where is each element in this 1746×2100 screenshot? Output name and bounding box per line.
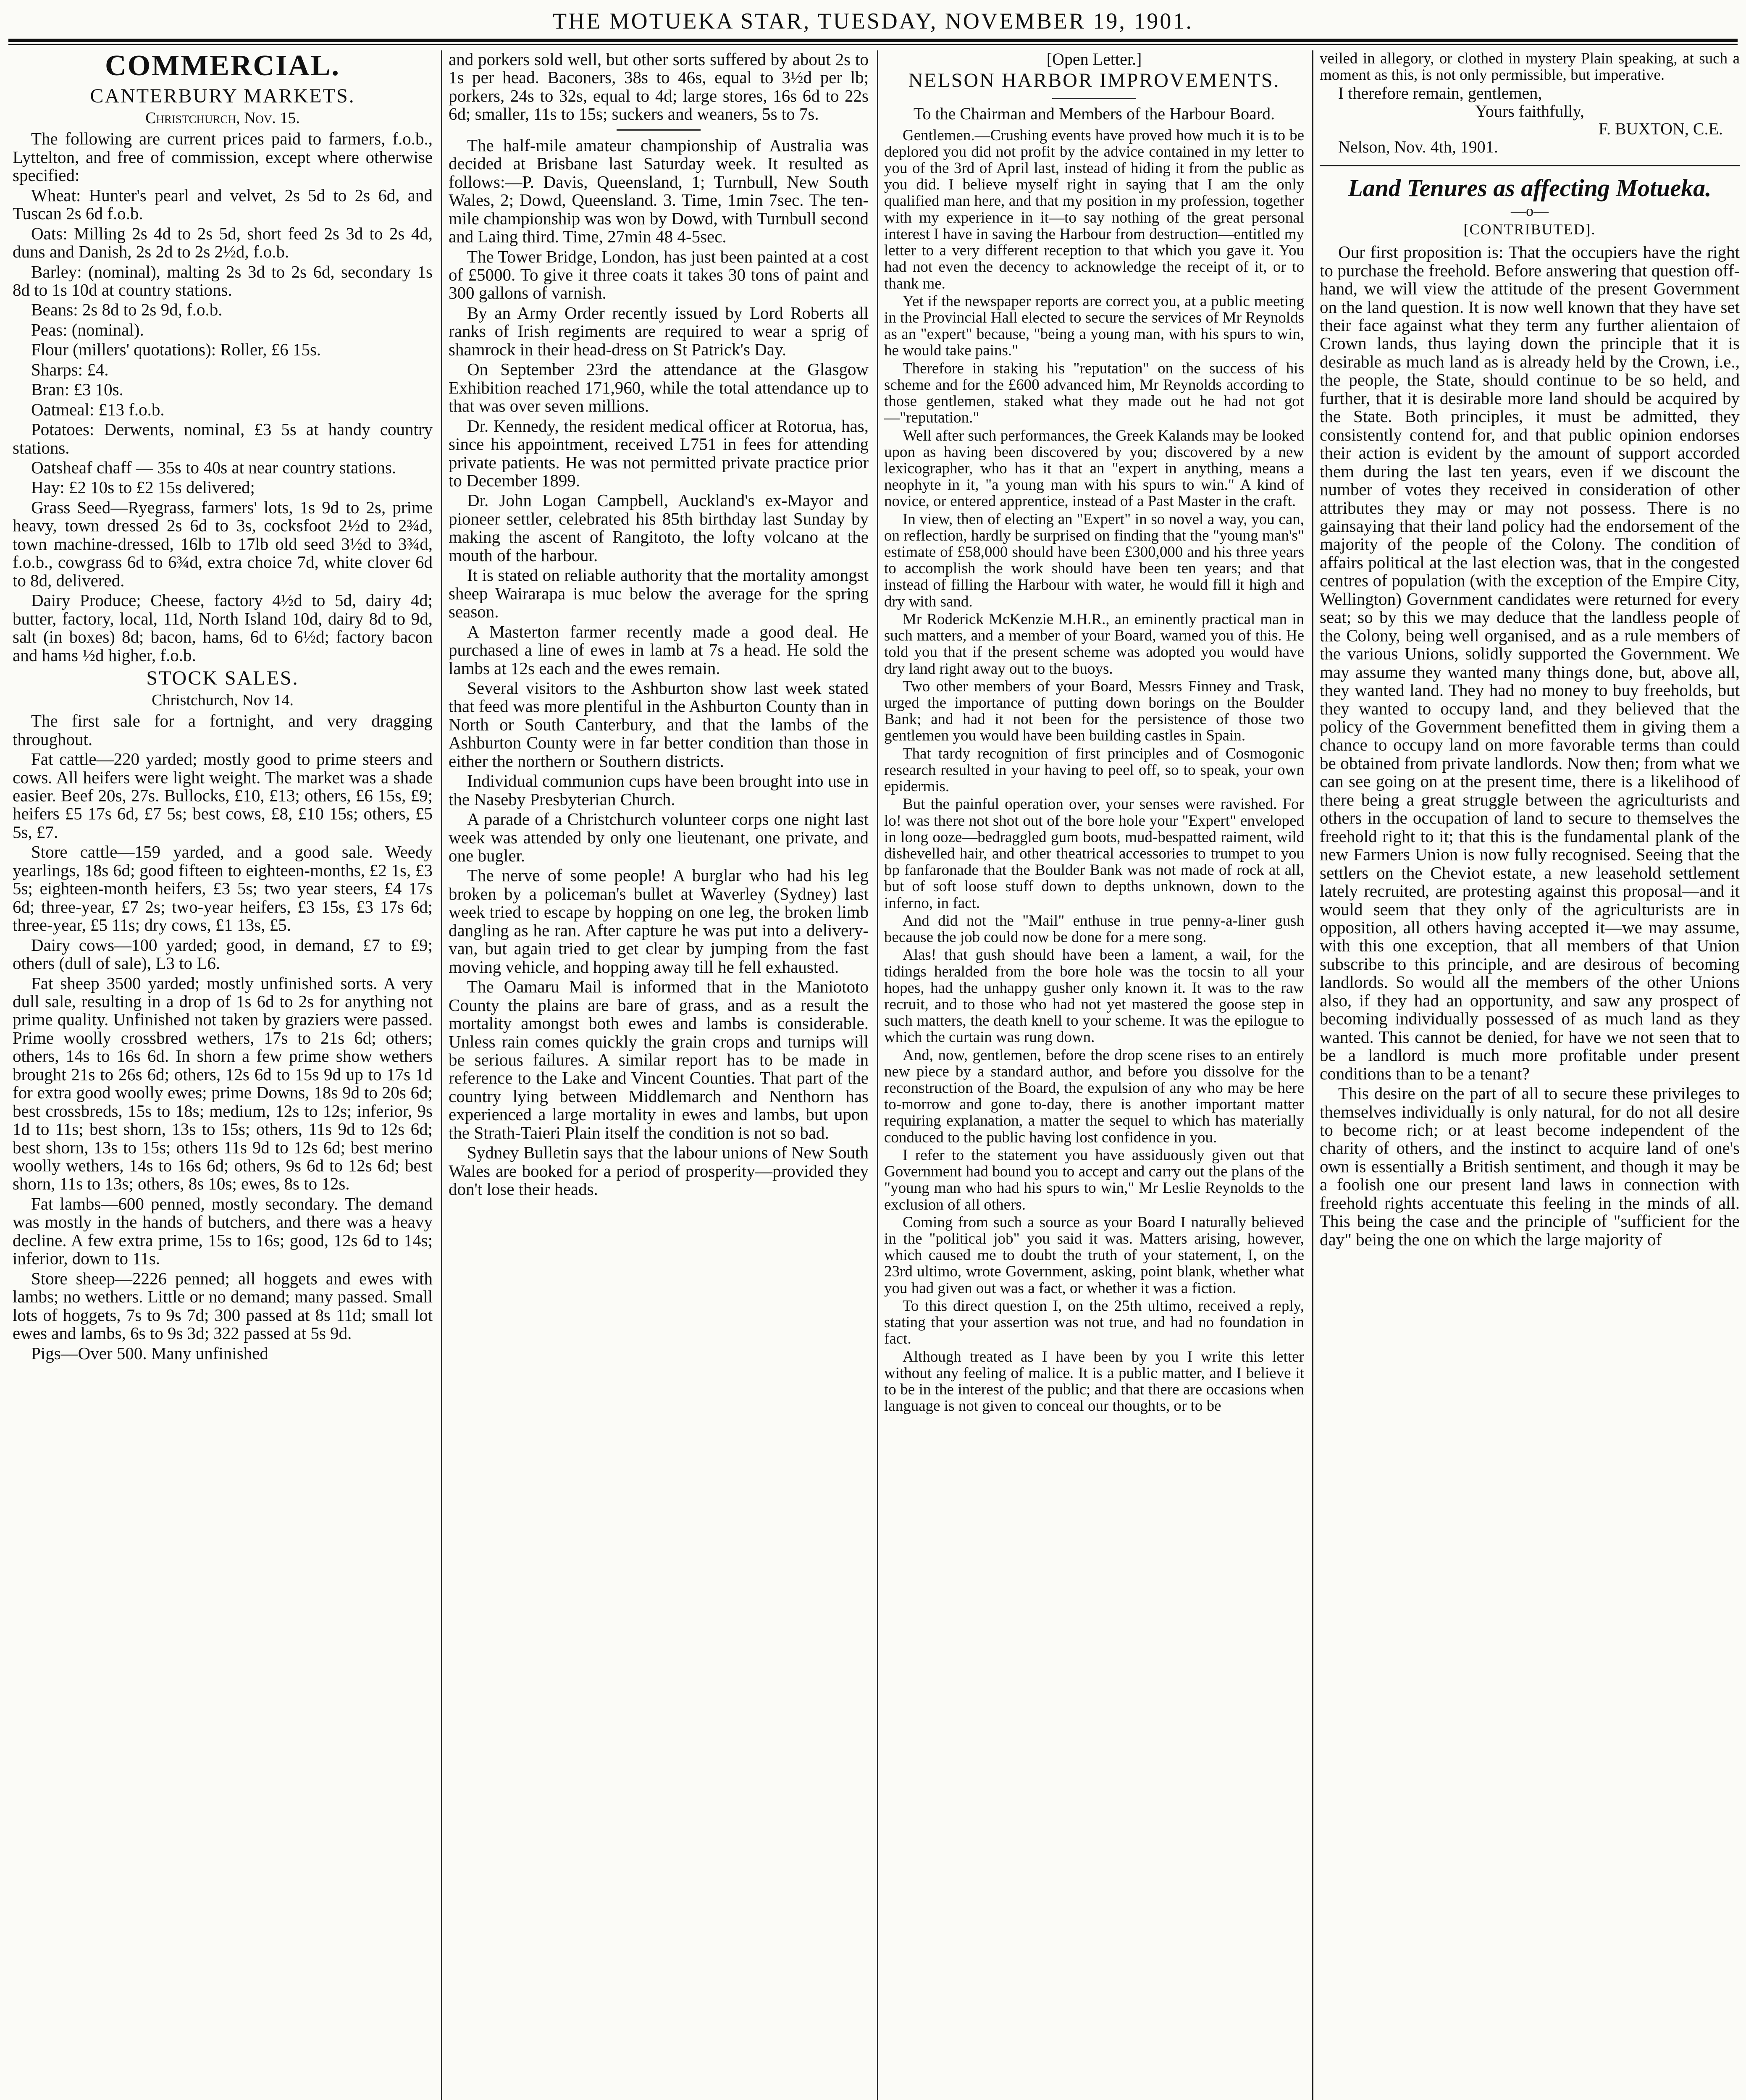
paragraph: Therefore in staking his "reputation" on the success of his scheme and for the £600 advanced him, Mr Reynolds according to those gentlemen, staked what they made out he had not got—"reputation." — [884, 360, 1304, 427]
paragraph: Dairy Produce; Cheese, factory 4½d to 5d, dairy 4d; butter, factory, local, 11d, North Island 10d, dairy 8d to 9d, salt (in boxes) 8d; bacon, hams, 6d to 6½d; factory bacon and hams ½d higher, f.o.b. — [13, 591, 433, 665]
paragraph: Grass Seed—Ryegrass, farmers' lots, 1s 9d to 2s, prime heavy, town dressed 2s 6d to 3s, cocksfoot 2½d to 2¾d, town machine-dressed, 16lb to 17lb old seed 3½d to 3¾d, f.o.b., cowgrass 6d to 6¾d, extra choice 7d, white clover 6d to 8d, delivered. — [13, 497, 433, 590]
paragraph: Store cattle—159 yarded, and a good sale. Weedy yearlings, 18s 6d; good fifteen to eighteen-months, £2 1s, £3 5s; eighteen-month heifers, £3 5s; two year steers, £4 17s 6d; three-year, £7 2s; two-year heifers, £3 15s, £3 17s 6d; three-year, £5 11s; dry cows, £1 13s, £5. — [13, 842, 433, 935]
addressee: To the Chairman and Members of the Harbour Board. — [913, 104, 1275, 123]
paragraph: But the painful operation over, your senses were ravished. For lo! was there not shot out of the bore hole your "Expert" enveloped in long ooze—bedraggled gum boots, mud-bespatted raiment, wild dishevelled hair, and other theatrical accessories to trumpet to you bp fanfaronade that the Boulder Bank was not made of rock at all, but of soft loose stuff down to depths unknown, down to the inferno, in fact. — [884, 795, 1304, 912]
paragraph: Fat sheep 3500 yarded; mostly unfinished sorts. A very dull sale, resulting in a drop of 1s 6d to 2s for anything not prime quality. Unfinished not taken by graziers were passed. Prime woolly crossbred wethers, 17s to 21s 6d; others; others, 14s to 16s 6d. In shorn a few prime show wethers brought 21s to 26s 6d; others, 12s 6d to 15s 9d up to 17s 1d for extra good woolly ewes; prime Downs, 18s 9d to 20s 6d; best crossbreds, 15s to 18s; medium, 12s to 12s; inferior, 9s 1d to 11s; best shorn, 13s to 15s; others, 11s 9d to 12s 6d; best shorn, 13s to 15s; others 11s 9d to 12s 6d; best merino woolly wethers, 14s to 16s 6d; others, 9s 6d to 12s 6d; best shorn, 11s to 13s; others, 8s 10s; ewes, 8s to 12s. — [13, 973, 433, 1194]
paragraph: Gentlemen.—Crushing events have proved how much it is to be deplored you did not profit by the advice contained in my letter to you of the 3rd of April last, instead of hiding it from the public as you did. I believe myself right in saying that I am the only qualified man here, and that my position in my profession, together with my experience in it—to say nothing of the great personal interest I have in saving the Harbour from destruction—entitled my letter to a very different reception to that which you gave it. You had not even the decency to acknowledge the receipt of it, or to thank me. — [884, 126, 1304, 292]
paragraph: Mr Roderick McKenzie M.H.R., an eminently practical man in such matters, and a member of your Board, warned you of this. He told you that if the present scheme was adopted you would have dry land right away out to the buoys. — [884, 610, 1304, 677]
column-1 — [13, 50, 433, 2100]
paragraph: On September 23rd the attendance at the Glasgow Exhibition reached 171,960, while the total attendance up to that was over seven millions. — [449, 360, 869, 416]
markets-title: CANTERBURY MARKETS. — [90, 85, 355, 108]
paragraph: Hay: £2 10s to £2 15s delivered; — [31, 478, 255, 497]
paragraph: Dr. Kennedy, the resident medical officer at Rotorua, has, since his appointment, received L751 in fees for attending private patients. He was not permitted private practice prior to December 1899. — [449, 416, 869, 490]
column-4 — [1320, 50, 1740, 2100]
paragraph: Two other members of your Board, Messrs Finney and Trask, urged the importance of putting down borings on the Boulder Bank; and had it not been for the persistence of those two gentlemen you would have been building castles in Spain. — [884, 677, 1304, 745]
masthead-rule-thin — [8, 44, 1738, 45]
paragraph: Pigs—Over 500. Many unfinished — [31, 1343, 268, 1363]
headline: Land Tenures as affecting Motueka. — [1348, 174, 1712, 202]
markets-body — [13, 130, 433, 664]
ornament: —o— — [1511, 202, 1549, 219]
stock-dateline: Christchurch, Nov 14. — [152, 691, 294, 709]
paragraph: The Oamaru Mail is informed that in the Maniototo County the plains are bare of grass, and as a result the mortality amongst both ewes and lambs is considerable. Unless rain comes quickly the grain crops and turnips will be serious failures. A similar report has to be made in reference to the Lake and Vincent Counties. That part of the country lying between Middlemarch and Nenthorn has experienced a large mortality in ewes and lambs, but upon the Strath-Taieri Plain itself the condition is not so bad. — [449, 977, 869, 1142]
masthead-rule — [8, 39, 1738, 42]
paragraph: To this direct question I, on the 25th ultimo, received a reply, stating that your assertion was not true, and had no foundation in fact. — [884, 1297, 1304, 1348]
section-title: COMMERCIAL. — [105, 50, 340, 82]
paragraph: and porkers sold well, but other sorts suffered by about 2s to 1s per head. Baconers, 38s to 46s, equal to 3½d per lb; porkers, 24s to 32s, equal to 4d; large stores, 16s 6d to 22s 6d; smaller, 11s to 15s; suckers and weaners, 5s to 7s. — [449, 50, 869, 124]
yours-faithfully: Yours faithfully, — [1475, 101, 1585, 121]
paragraph: veiled in allegory, or clothed in mystery Plain speaking, at such a moment as this, is not only permissible, but imperative. — [1320, 50, 1740, 84]
markets-dateline: Christchurch, Nov. 15. — [145, 109, 300, 127]
open-letter-label: [Open Letter.] — [1046, 50, 1142, 68]
paragraph: The Tower Bridge, London, has just been painted at a cost of £5000. To give it three coats it takes 30 tons of paint and 300 gallons of varnish. — [449, 247, 869, 303]
headline: NELSON HARBOR IMPROVEMENTS. — [908, 69, 1280, 92]
paragraph: Dairy cows—100 yarded; good, in demand, £7 to £9; others (dull of sale), L3 to L6. — [13, 935, 433, 973]
paragraph: The half-mile amateur championship of Australia was decided at Brisbane last Saturday week. It resulted as follows:—P. Davis, Queensland, 1; Turnbull, New South Wales, 2; Dowd, Queensland. 3. Time, 1min 7sec. The ten-mile championship was won by Dowd, with Turnbull second and Laing third. Time, 27min 48 4-5sec. — [449, 135, 869, 247]
signature: F. BUXTON, C.E. — [1598, 119, 1723, 139]
paragraph: Well after such performances, the Greek Kalands may be looked upon as having been discovered by you; discovered by a new lexicographer, who has it that an "expert in anything, means a neophyte in it, "a young man with his spurs to win." A kind of novice, or entered apprentice, instead of a Past Master in the craft. — [884, 427, 1304, 510]
paragraph: That tardy recognition of first principles and of Cosmogonic research resulted in your having to peel off, so to speak, your own epidermis. — [884, 745, 1304, 795]
paragraph: Yet if the newspaper reports are correct you, at a public meeting in the Provincial Hall elected to secure the services of Mr Reynolds as an "expert" because, "being a young man, with his spurs to win, he would take pains." — [884, 292, 1304, 360]
paragraph: Wheat: Hunter's pearl and velvet, 2s 5d to 2s 6d, and Tuscan 2s 6d f.o.b. — [13, 185, 433, 223]
paragraph: Oatsheaf chaff — 35s to 40s at near country stations. — [31, 458, 396, 478]
paragraph: A parade of a Christchurch volunteer corps one night last week was attended by only one lieutenant, one private, and one bugler. — [449, 809, 869, 866]
paragraph: Individual communion cups have been brought into use in the Naseby Presbyterian Church. — [449, 771, 869, 809]
paragraph: Oatmeal: £13 f.o.b. — [31, 399, 165, 419]
paragraph: Sydney Bulletin says that the labour unions of New South Wales are booked for a period of prosperity—provided they don't lose their heads. — [449, 1143, 869, 1199]
paragraph: Potatoes: Derwents, nominal, £3 5s at handy country stations. — [13, 420, 433, 457]
stock-title: STOCK SALES. — [146, 667, 299, 690]
paragraph: Barley: (nominal), malting 2s 3d to 2s 6d, secondary 1s 8d to 1s 10d at country stations. — [13, 262, 433, 299]
paragraph: Fat lambs—600 penned, mostly secondary. The demand was mostly in the hands of butchers, and there was a heavy decline. A few extra prime, 15s to 16s; good, 12s 6d to 14s; inferior, down to 11s. — [13, 1194, 433, 1268]
news-briefs — [449, 136, 869, 1199]
paragraph: Our first proposition is: That the occupiers have the right to purchase the freehold. Before answering that question off-hand, we will view the attitude of the present Government on the land question. It is now well known that they have set their face against what they term any further alientaion of Crown lands, thus laying down the principle that it is desirable as much land as is already held by the Crown, i.e., the people, the State, should continue to be so held, and further, that it is desirable more land should be acquired by the State. Both principles, it must be admitted, they consistently contend for, and that public opinion endorses their action is evident by the amount of support accorded them during the last ten years, even if we discount the number of votes they received in consideration of other attributes they may or may not possess. There is no gainsaying that their land policy had the endorsement of the majority of the people of the Colony. The condition of affairs political at the last election was, that in the congested centres of population (with the exception of the Empire City, Wellington) Government candidates were returned for every seat; so by this we may deduce that the landless people of the Colony, being well organised, and as a rule members of the various Unions, solidly supported the Government. We may assume they wanted many things done, but, above all, they wanted land. They had no money to buy freeholds, but they wanted to occupy land, and they believed that the policy of the Government benefitted them in giving them a chance to occupy land on more favorable terms than could be obtained from private landlords. Now then; from what we can see going on at the present time, there is a likelihood of there being a great struggle between the agriculturists and others in the occupation of land to secure to themselves the freehold right to it; that this is the fundamental plank of the new Farmers Union is now fully recognised. Seeing that the settlers on the Cheviot estate, a new leasehold settlement lately recruited, are protesting against this proposal—and it would seem that they only of the agriculturists are in opposition, all others having accepted it—we may assume, with this one exception, that all members of that Union subscribe to this principle, and are desirous of becoming landlords. So would all the members of the other Unions also, if they had an opportunity, and saw any prospect of becoming individually possessed of as much land as they wanted. This cannot be denied, for have we not seen that to be a landlord is much more profitable under present conditions than to be a tenant? — [1320, 242, 1740, 1083]
divider — [1052, 98, 1136, 99]
paragraph: A Masterton farmer recently made a good deal. He purchased a line of ewes in lamb at 7s a head. He sold the lambs at 12s each and the ewes remain. — [449, 622, 869, 678]
paragraph: And, now, gentlemen, before the drop scene rises to an entirely new piece by a standard author, and before you dissolve for the reconstruction of the Board, the expulsion of any who may be here to-morrow and gone to-day, there is another important matter requiring explanation, a matter the sequel to which has materially conduced to the public having lost confidence in you. — [884, 1046, 1304, 1146]
paragraph: I refer to the statement you have assiduously given out that Government had bound you to accept and carry out the plans of the "young man who had his spurs to win," Mr Leslie Reynolds to the exclusion of all others. — [884, 1146, 1304, 1213]
divider — [617, 129, 701, 131]
column-2 — [449, 50, 869, 2100]
paragraph: Dr. John Logan Campbell, Auckland's ex-Mayor and pioneer settler, celebrated his 85th birthday last Sunday by making the ascent of Rangitoto, the lofty volcano at the mouth of the harbour. — [449, 491, 869, 565]
paragraph: Coming from such a source as your Board I naturally believed in the "political job" you said it was. Matters arising, however, which caused me to doubt the truth of your statement, I, on the 23rd ultimo, wrote Government, asking, point blank, whether what you had given out was a fact, or whether it was a fiction. — [884, 1213, 1304, 1297]
contributed-label: [CONTRIBUTED]. — [1463, 221, 1596, 238]
paragraph: Sharps: £4. — [31, 360, 109, 379]
paragraph: By an Army Order recently issued by Lord Roberts all ranks of Irish regiments are required to wear a sprig of shamrock in their head-dress on St Patrick's Day. — [449, 303, 869, 359]
paragraph: Beans: 2s 8d to 2s 9d, f.o.b. — [31, 300, 223, 320]
column-rule — [877, 50, 878, 2100]
column-rule — [441, 50, 442, 2100]
paragraph: Peas: (nominal). — [31, 320, 144, 339]
letter-continuation — [1320, 50, 1740, 83]
paragraph: The first sale for a fortnight, and very dragging throughout. — [13, 711, 433, 749]
paragraph: And did not the "Mail" enthuse in true penny-a-liner gush because the job could now be done for a mere song. — [884, 912, 1304, 946]
paragraph: Bran: £3 10s. — [31, 380, 123, 399]
paragraph: In view, then of electing an "Expert" in so novel a way, you can, on reflection, hardly be surprised on finding that the "young man's" estimate of £58,000 should have been £300,000 and his three years to accomplish the work should have been ten years; and that instead of filling the Harbour with water, he would fill it high and dry with sand. — [884, 510, 1304, 610]
column-rule — [1312, 50, 1313, 2100]
paragraph: Fat cattle—220 yarded; mostly good to prime steers and cows. All heifers were light weight. The market was a shade easier. Beef 20s, 27s. Bullocks, £10, £13; others, £6 15s, £9; heifers £5 17s 6d, £7 5s; best cows, £8, £10 15s; others, £5 5s, £7. — [13, 749, 433, 842]
paragraph: This desire on the part of all to secure these privileges to themselves individually is only natural, for do not all desire to become rich; or at least become independent of the charity of others, and the instinct to acquire land of one's own is essentially a British sentiment, and though it may be a foolish one our present land laws in connection with freehold rights accentuate this feeling in the minds of all. This being the case and the principle of "sufficient for the day" being the one on which the large majority of — [1320, 1084, 1740, 1249]
paragraph: It is stated on reliable authority that the mortality amongst sheep Wairarapa is muc below the average for the spring season. — [449, 565, 869, 622]
letter-body — [884, 127, 1304, 1415]
paragraph: Although treated as I have been by you I write this letter without any feeling of malice. It is a public matter, and I believe it to be in the interest of the public; and that there are occasions when language is not given to conceal our thoughts, or to be — [884, 1348, 1304, 1415]
paragraph: Flour (millers' quotations): Roller, £6 15s. — [31, 340, 321, 360]
paragraph: Several visitors to the Ashburton show last week stated that feed was more plentiful in the Ashburton County than in North or South Canterbury, and that the lambs of the Ashburton County were in far better condition than those in either the northern or Southern districts. — [449, 678, 869, 771]
paragraph: The following are current prices paid to farmers, f.o.b., Lyttelton, and free of commission, except where otherwise specified: — [13, 129, 433, 185]
masthead: THE MOTUEKA STAR, TUESDAY, NOVEMBER 19, 1901. — [553, 8, 1193, 34]
paragraph: Oats: Milling 2s 4d to 2s 5d, short feed 2s 3d to 2s 4d, duns and Danish, 2s 2d to 2s 2½d, f.o.b. — [13, 223, 433, 262]
paragraph: Store sheep—2226 penned; all hoggets and ewes with lambs; no wethers. Little or no demand; many passed. Small lots of hoggets, 7s to 9s 7d; 300 passed at 8s 11d; small lot ewes and lambs, 6s to 9s 3d; 322 passed at 5s 9d. — [13, 1268, 433, 1343]
paragraph: The nerve of some people! A burglar who had his leg broken by a policeman's bullet at Waverley (Sydney) last week tried to escape by hopping on one leg, the broken limb dangling as he ran. After capture he was put into a delivery-van, but again tried to get clear by jumping from the fast moving vehicle, and hopping away till he fell exhausted. — [449, 866, 869, 976]
column-3 — [884, 50, 1304, 2100]
paragraph: Alas! that gush should have been a lament, a wail, for the tidings heralded from the bore hole was the tocsin to all your hopes, had the unhappy gusher only known it. It was to the raw recruit, and to those who had not yet mastered the goose step in such matters, the death knell to your scheme. It was the epilogue to which the curtain was rung down. — [884, 946, 1304, 1046]
divider — [1320, 165, 1740, 166]
closing: I therefore remain, gentlemen, — [1338, 84, 1542, 103]
place-date: Nelson, Nov. 4th, 1901. — [1338, 137, 1498, 156]
stock-body — [13, 712, 433, 1362]
